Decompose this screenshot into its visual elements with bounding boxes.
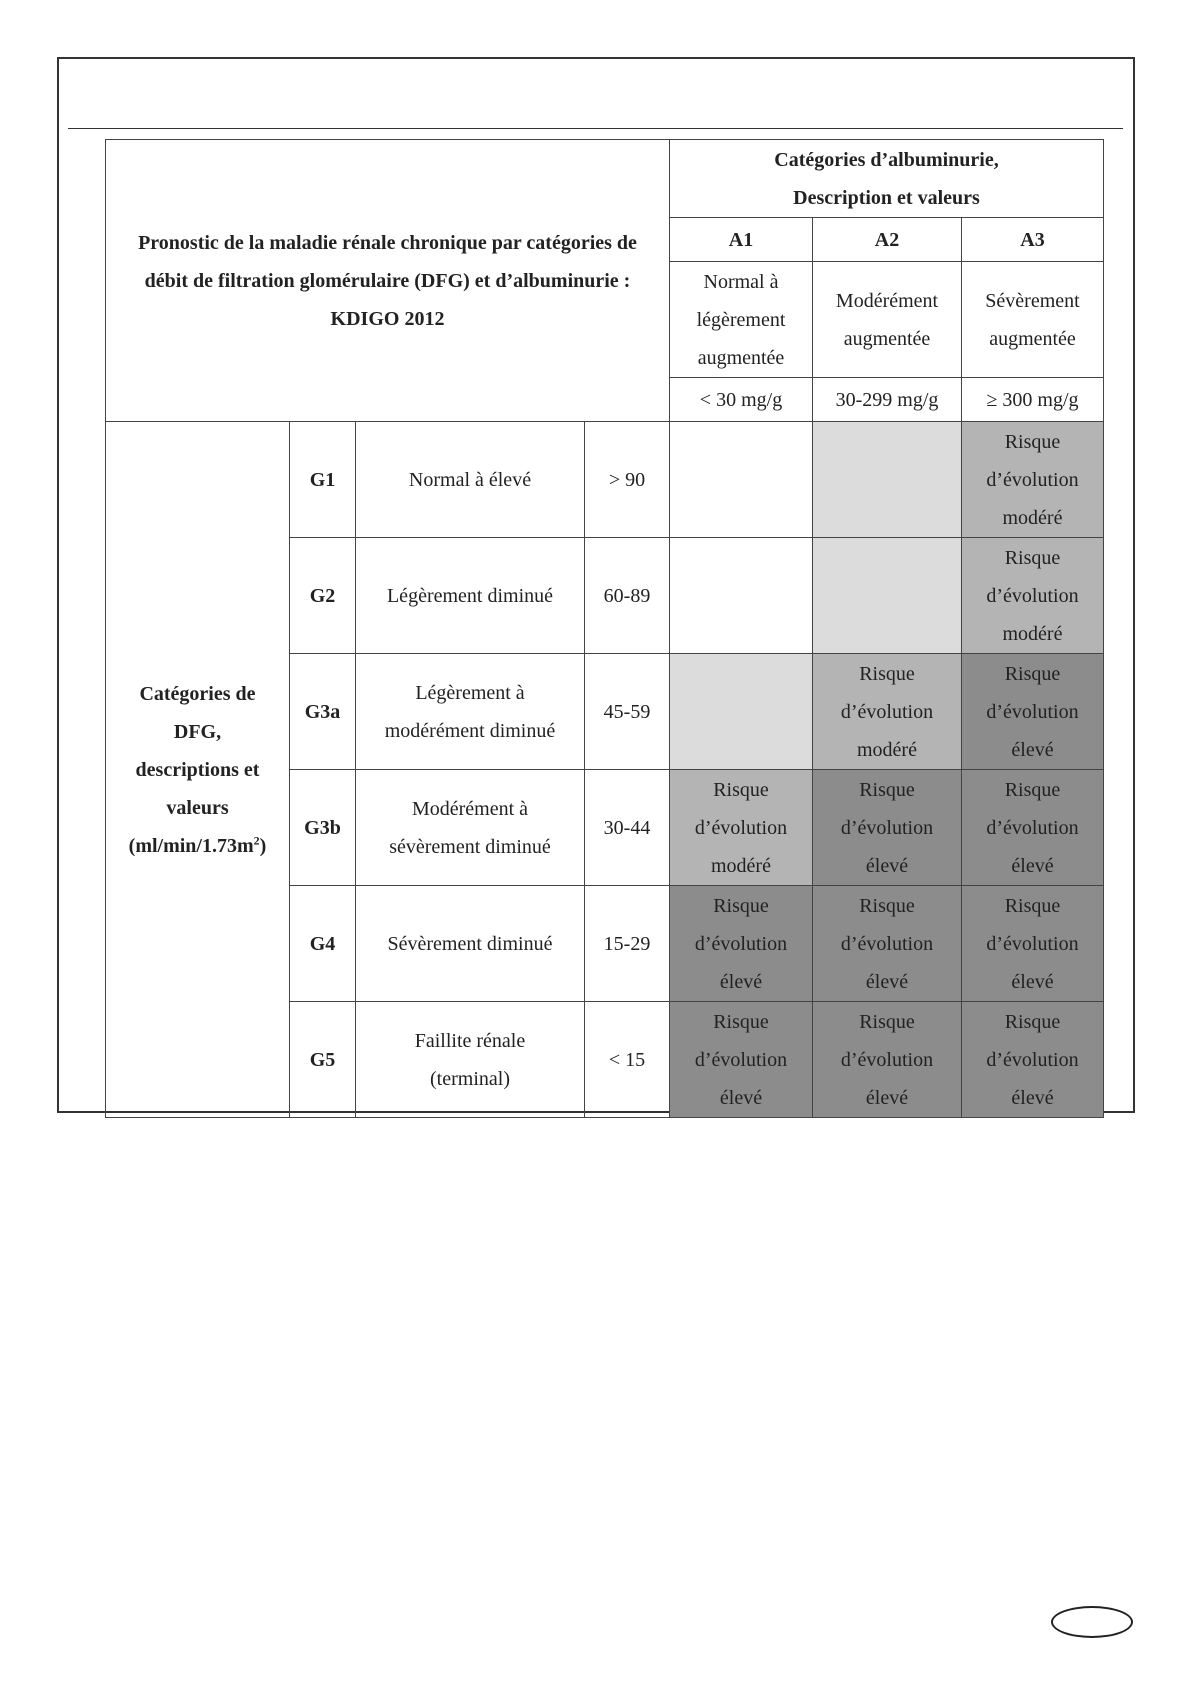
risk-cell-g3a-a3 <box>962 654 1104 770</box>
risk-text-line: d’évolution <box>840 932 934 955</box>
gfr-desc-g3a <box>356 654 585 770</box>
risk-text-line: d’évolution <box>840 816 934 839</box>
header-rule <box>68 128 1123 129</box>
risk-cell-g4-a1 <box>670 886 813 1002</box>
gfr-value-g1: > 90 <box>585 422 670 538</box>
gfr-desc-line: Légèrement à <box>415 681 525 704</box>
gfr-code-g1: G1 <box>290 422 356 538</box>
gfr-desc-g5 <box>356 1002 585 1118</box>
albuminuria-header-line: Description et valeurs <box>793 186 980 209</box>
risk-text-line: Risque <box>1004 662 1061 685</box>
risk-text-line: élevé <box>1011 854 1054 877</box>
risk-text-line: d’évolution <box>694 932 788 955</box>
albuminuria-value-a2: 30-299 mg/g <box>813 378 962 422</box>
risk-text-line: d’évolution <box>986 584 1079 607</box>
risk-cell-g5-a3 <box>962 1002 1104 1118</box>
risk-text-line: Risque <box>1004 894 1061 917</box>
risk-cell-g1-a1 <box>670 422 813 538</box>
gfr-desc-line: modérément diminué <box>384 719 556 742</box>
albuminuria-desc-line: légèrement <box>696 308 786 331</box>
risk-text-line: Risque <box>859 778 915 801</box>
albuminuria-desc-line: Sévèrement <box>985 289 1080 312</box>
risk-text-line: élevé <box>1011 1086 1054 1109</box>
albuminuria-header-line: Catégories d’albuminurie, <box>774 148 999 171</box>
gfr-header-line: Catégories de <box>139 682 256 705</box>
risk-text-line: Risque <box>1004 546 1061 569</box>
gfr-desc-g1 <box>356 422 585 538</box>
risk-text-line: d’évolution <box>694 1048 788 1071</box>
albuminuria-desc-line: augmentée <box>697 346 785 369</box>
risk-text-line: Risque <box>859 894 915 917</box>
risk-text-line: d’évolution <box>986 468 1079 491</box>
risk-text-line: modéré <box>711 854 771 877</box>
risk-text-line: élevé <box>865 1086 909 1109</box>
risk-text-line: d’évolution <box>986 816 1079 839</box>
gfr-desc-g2 <box>356 538 585 654</box>
gfr-desc-line: Légèrement diminué <box>386 584 554 607</box>
gfr-unit-suffix: ) <box>259 834 267 857</box>
risk-cell-g2-a1 <box>670 538 813 654</box>
risk-cell-g3a-a2 <box>813 654 962 770</box>
gfr-unit <box>110 827 285 865</box>
gfr-value-g3b: 30-44 <box>585 770 670 886</box>
albuminuria-desc-a2 <box>813 262 962 378</box>
albuminuria-value-a3: ≥ 300 mg/g <box>962 378 1104 422</box>
risk-cell-g1-a2 <box>813 422 962 538</box>
risk-cell-g5-a1 <box>670 1002 813 1118</box>
gfr-unit-prefix: (ml/min/1.73m <box>128 834 254 857</box>
albuminuria-header <box>670 140 1104 218</box>
gfr-code-g4: G4 <box>290 886 356 1002</box>
risk-text-line: d’évolution <box>986 700 1079 723</box>
albuminuria-desc-a3 <box>962 262 1104 378</box>
title-text: Pronostic de la maladie rénale chronique par catégories de débit de filtration glomérulaire (DFG) et d’albuminurie : KDIGO 2012 <box>138 231 637 330</box>
gfr-desc-line: (terminal) <box>430 1067 510 1090</box>
risk-cell-g4-a3 <box>962 886 1104 1002</box>
gfr-value-g2: 60-89 <box>585 538 670 654</box>
gfr-code-g3a: G3a <box>290 654 356 770</box>
risk-cell-g2-a3 <box>962 538 1104 654</box>
risk-cell-g1-a3 <box>962 422 1104 538</box>
risk-cell-g5-a2 <box>813 1002 962 1118</box>
gfr-desc-line: Modérément à <box>411 797 529 820</box>
gfr-code-g5: G5 <box>290 1002 356 1118</box>
albuminuria-desc-line: augmentée <box>843 327 931 350</box>
gfr-code-g3b: G3b <box>290 770 356 886</box>
risk-text-line: Risque <box>713 894 769 917</box>
gfr-desc-line: Normal à élevé <box>408 468 532 491</box>
risk-cell-g3b-a3 <box>962 770 1104 886</box>
gfr-value-g4: 15-29 <box>585 886 670 1002</box>
gfr-value-g3a: 45-59 <box>585 654 670 770</box>
gfr-header-line: descriptions et <box>135 758 260 781</box>
risk-text-line: élevé <box>865 854 909 877</box>
risk-text-line: élevé <box>719 1086 763 1109</box>
gfr-code-g2: G2 <box>290 538 356 654</box>
gfr-desc-g4 <box>356 886 585 1002</box>
albuminuria-value-a1: < 30 mg/g <box>670 378 813 422</box>
risk-text-line: d’évolution <box>986 932 1079 955</box>
gfr-header <box>106 422 290 1118</box>
kdigo-table <box>105 139 1104 1118</box>
risk-text-line: d’évolution <box>986 1048 1079 1071</box>
gfr-header-line: DFG, <box>173 720 222 743</box>
risk-text-line: modéré <box>1002 506 1063 529</box>
page-number-oval <box>1051 1606 1133 1638</box>
albuminuria-code-a1: A1 <box>670 218 813 262</box>
risk-text-line: Risque <box>713 778 769 801</box>
risk-text-line: Risque <box>859 1010 915 1033</box>
risk-text-line: élevé <box>719 970 763 993</box>
gfr-desc-line: sévèrement diminué <box>389 835 551 858</box>
risk-cell-g2-a2 <box>813 538 962 654</box>
risk-text-line: élevé <box>865 970 909 993</box>
risk-text-line: modéré <box>1002 622 1063 645</box>
risk-cell-g3a-a1 <box>670 654 813 770</box>
risk-text-line: d’évolution <box>694 816 788 839</box>
table-title <box>106 140 670 422</box>
risk-cell-g3b-a1 <box>670 770 813 886</box>
risk-text-line: d’évolution <box>840 700 934 723</box>
risk-text-line: Risque <box>713 1010 769 1033</box>
risk-text-line: élevé <box>1011 970 1054 993</box>
risk-text-line: Risque <box>1004 778 1061 801</box>
gfr-desc-g3b <box>356 770 585 886</box>
albuminuria-desc-line: Normal à <box>703 270 779 293</box>
risk-text-line: Risque <box>1004 430 1061 453</box>
gfr-unit-exponent: 2 <box>253 832 260 847</box>
gfr-value-g5: < 15 <box>585 1002 670 1118</box>
risk-text-line: modéré <box>857 738 917 761</box>
risk-text-line: élevé <box>1011 738 1054 761</box>
albuminuria-desc-line: Modérément <box>835 289 939 312</box>
albuminuria-desc-line: augmentée <box>989 327 1076 350</box>
gfr-header-line: valeurs <box>166 796 229 819</box>
albuminuria-code-a2: A2 <box>813 218 962 262</box>
risk-text-line: Risque <box>859 662 915 685</box>
risk-cell-g3b-a2 <box>813 770 962 886</box>
risk-text-line: Risque <box>1004 1010 1061 1033</box>
risk-text-line: d’évolution <box>840 1048 934 1071</box>
albuminuria-desc-a1 <box>670 262 813 378</box>
risk-cell-g4-a2 <box>813 886 962 1002</box>
gfr-desc-line: Sévèrement diminué <box>387 932 553 955</box>
albuminuria-code-a3: A3 <box>962 218 1104 262</box>
gfr-desc-line: Faillite rénale <box>414 1029 526 1052</box>
